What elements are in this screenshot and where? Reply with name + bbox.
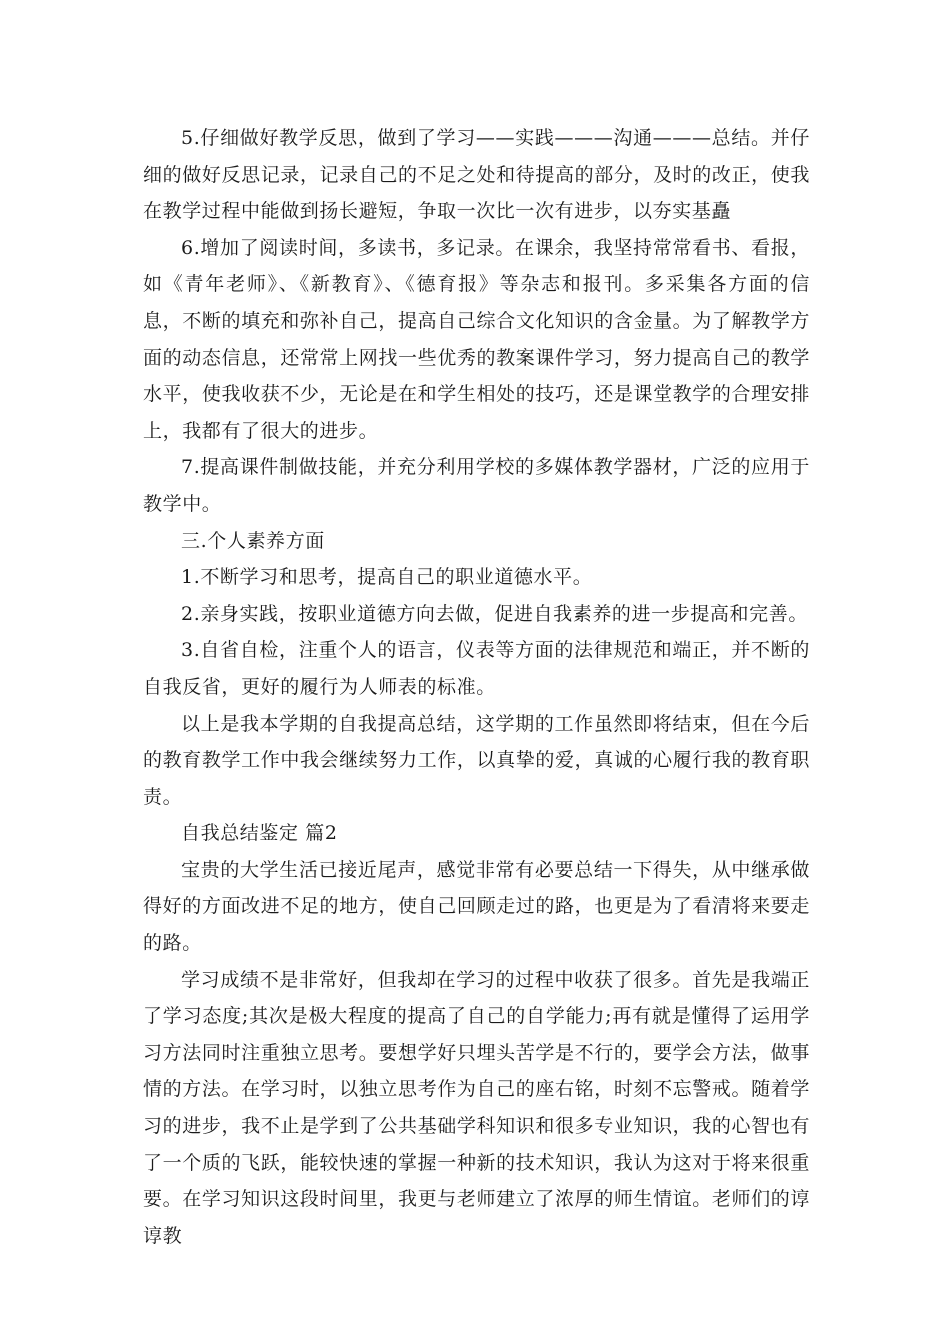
- paragraph-conclusion: 以上是我本学期的自我提高总结，这学期的工作虽然即将结束，但在今后的教育教学工作中我会继续努力工作，以真挚的爱，真诚的心履行我的教育职责。: [143, 712, 810, 808]
- paragraph-item-1: 1.不断学习和思考，提高自己的职业道德水平。: [181, 566, 593, 589]
- paragraph-reflection: 5.仔细做好教学反思，做到了学习——实践———沟通———总结。并仔细的做好反思记录，记录自己的不足之处和待提高的部分，及时的改正，使我在教学过程中能做到扬长避短，争取一次比一次有进步，以夯实基矗: [143, 127, 810, 223]
- paragraph-courseware: 7.提高课件制做技能，并充分利用学校的多媒体教学器材，广泛的应用于教学中。: [143, 456, 810, 515]
- paragraph-reading: 6.增加了阅读时间，多读书，多记录。在课余，我坚持常常看书、看报，如《青年老师》、《新教育》、《德育报》等杂志和报刊。多采集各方面的信息，不断的填充和弥补自己，提高自己综合文化知识的含金量。为了解教学方面的动态信息，还常常上网找一些优秀的教案课件学习，努力提高自己的教学水平，使我收获不少，无论是在和学生相处的技巧，还是课堂教学的合理安排上，我都有了很大的进步。: [143, 236, 810, 442]
- document-body: [143, 120, 810, 1254]
- paragraph-university-intro: 宝贵的大学生活已接近尾声，感觉非常有必要总结一下得失，从中继承做得好的方面改进不足的地方，使自己回顾走过的路，也更是为了看清将来要走的路。: [143, 858, 810, 955]
- paragraph-item-2: 2.亲身实践，按职业道德方向去做，促进自我素养的进一步提高和完善。: [181, 602, 808, 625]
- paragraph-item-3: 3.自省自检，注重个人的语言，仪表等方面的法律规范和端正，并不断的自我反省，更好的履行为人师表的标准。: [143, 639, 810, 698]
- paragraph-study: 学习成绩不是非常好，但我却在学习的过程中收获了很多。首先是我端正了学习态度;其次是极大程度的提高了自己的自学能力;再有就是懂得了运用学习方法同时注重独立思考。要想学好只埋头苦学是不行的，要学会方法，做事情的方法。在学习时，以独立思考作为自己的座右铭，时刻不忘警戒。随着学习的进步，我不止是学到了公共基础学科知识和很多专业知识，我的心智也有了一个质的飞跃，能较快速的掌握一种新的技术知识，我认为这对于将来很重要。在学习知识这段时间里，我更与老师建立了浓厚的师生情谊。老师们的谆谆教: [143, 968, 810, 1247]
- article-heading-part-2: 自我总结鉴定 篇2: [181, 822, 338, 845]
- section-heading-personal-quality: 三.个人素养方面: [181, 529, 325, 552]
